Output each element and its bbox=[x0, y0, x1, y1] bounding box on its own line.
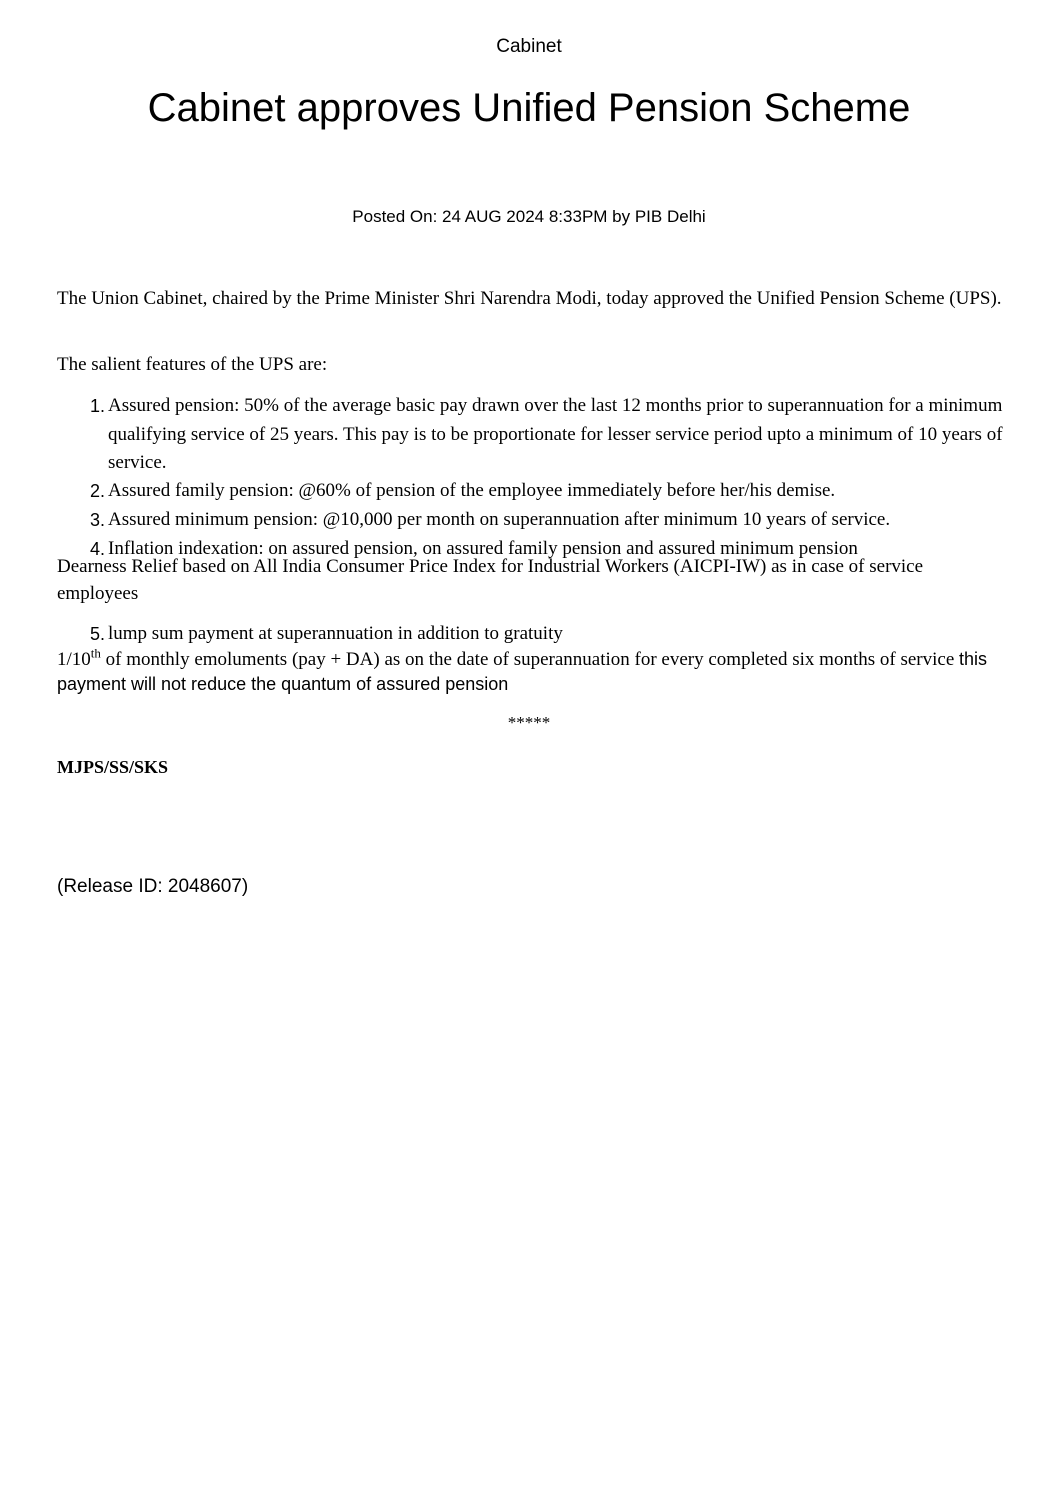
lump-sum-paragraph bbox=[57, 647, 1003, 697]
posted-on: Posted On: 24 AUG 2024 8:33PM by PIB Delhi bbox=[352, 207, 706, 226]
feature-item-3 bbox=[57, 506, 1003, 535]
feature-number: 5. bbox=[89, 624, 105, 644]
section-divider-stars: ***** bbox=[507, 713, 551, 732]
feature-item-1 bbox=[57, 392, 1003, 478]
feature-text: Assured minimum pension: @10,000 per month on superannuation after minimum 10 years of service. bbox=[108, 509, 891, 530]
lump-sum-superscript: th bbox=[90, 645, 101, 661]
feature-text: lump sum payment at superannuation in addition to gratuity bbox=[108, 623, 563, 644]
intro-paragraph: The Union Cabinet, chaired by the Prime Minister Shri Narendra Modi, today approved the Unified Pension Scheme (UPS). bbox=[57, 288, 1002, 309]
feature-text: Inflation indexation: on assured pension, on assured family pension and assured minimum pension bbox=[108, 538, 858, 559]
dearness-relief-paragraph: Dearness Relief based on All India Consumer Price Index for Industrial Workers (AICPI-IW) as in case of service employees bbox=[57, 556, 924, 604]
feature-item-5 bbox=[57, 620, 1003, 649]
release-id: (Release ID: 2048607) bbox=[57, 876, 249, 897]
lump-sum-note: this payment will not reduce the quantum of assured pension bbox=[57, 649, 988, 694]
feature-number: 1. bbox=[89, 396, 105, 416]
salient-heading: The salient features of the UPS are: bbox=[57, 354, 328, 375]
feature-text: Assured family pension: @60% of pension of the employee immediately before her/his demise. bbox=[108, 480, 836, 501]
feature-number: 4. bbox=[89, 539, 105, 559]
lump-sum-main-text: of monthly emoluments (pay + DA) as on the date of superannuation for every completed six months of service bbox=[100, 649, 960, 670]
feature-number: 2. bbox=[89, 481, 105, 501]
feature-item-2 bbox=[57, 477, 1003, 506]
feature-text: Assured pension: 50% of the average basic pay drawn over the last 12 months prior to superannuation for a minimum qualifying service of 25 years. This pay is to be proportionate for lesser service period upto a minimum of 10 years of service. bbox=[108, 395, 1003, 473]
reference-code: MJPS/SS/SKS bbox=[57, 757, 169, 777]
ministry-name: Cabinet bbox=[496, 36, 562, 57]
page-title: Cabinet approves Unified Pension Scheme bbox=[147, 86, 911, 130]
lump-sum-fraction: 1/10 bbox=[57, 649, 91, 670]
feature-number: 3. bbox=[89, 510, 105, 530]
